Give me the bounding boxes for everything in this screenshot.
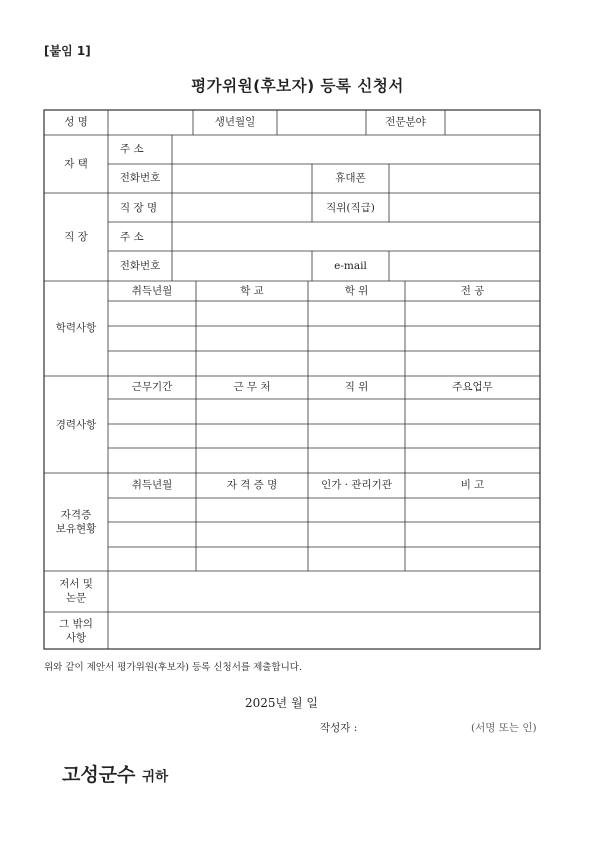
submission-statement: 위와 같이 제안서 평가위원(후보자) 등록 신청서를 제출합니다. (44, 662, 302, 673)
name-label: 성 명 (64, 116, 88, 128)
attachment-label: [붙임 1] (44, 44, 91, 58)
others-label-line2: 사항 (65, 632, 87, 644)
education-header: 학 교 (240, 285, 264, 297)
form-title: 평가위원(후보자) 등록 신청서 (191, 77, 404, 95)
others-label (44, 617, 108, 645)
publications-label-line2: 논문 (65, 592, 87, 604)
certificate-header: 비 고 (460, 479, 485, 491)
home-phone-label: 전화번호 (119, 172, 161, 184)
work-phone-label: 전화번호 (119, 260, 161, 272)
work-address-label: 주 소 (120, 231, 144, 243)
mobile-label: 휴대폰 (335, 172, 366, 184)
home-section-label: 자 택 (64, 158, 88, 170)
recipient (62, 760, 168, 787)
certificates-section-label (44, 508, 108, 536)
author-label: 작성자 : (320, 722, 358, 734)
date-line: 2025년 월 일 (245, 696, 318, 710)
education-header: 학 위 (344, 285, 369, 297)
career-section-label: 경력사항 (55, 419, 97, 431)
home-address-label: 주 소 (120, 143, 144, 155)
career-header: 주요업무 (452, 381, 493, 393)
certificates-label-line2: 보유현황 (55, 523, 97, 535)
certificate-header: 자 격 증 명 (226, 479, 278, 491)
job-position-label: 직위(직급) (326, 202, 375, 214)
education-section-label: 학력사항 (55, 322, 97, 334)
birth-date-label: 생년월일 (214, 116, 256, 128)
certificate-header: 취득년월 (131, 479, 173, 491)
certificate-header: 인가 · 관리기관 (321, 479, 392, 491)
career-header: 직 위 (344, 381, 369, 393)
email-label: e-mail (334, 260, 367, 272)
work-section-label: 직 장 (64, 231, 88, 243)
education-header: 전 공 (460, 285, 485, 297)
expertise-label: 전문분야 (385, 116, 426, 128)
recipient-name: 고성군수 (62, 764, 136, 786)
publications-label-line1: 저서 및 (59, 578, 93, 590)
certificates-label-line1: 자격증 (60, 509, 92, 521)
signature-note: (서명 또는 인) (471, 722, 537, 734)
others-label-line1: 그 밖의 (59, 618, 93, 630)
recipient-suffix: 귀하 (142, 769, 169, 785)
education-header: 취득년월 (131, 285, 173, 297)
career-header: 근무기간 (131, 381, 173, 393)
publications-label (44, 577, 108, 605)
career-header: 근 무 처 (233, 381, 271, 393)
company-name-label: 직 장 명 (120, 202, 158, 214)
